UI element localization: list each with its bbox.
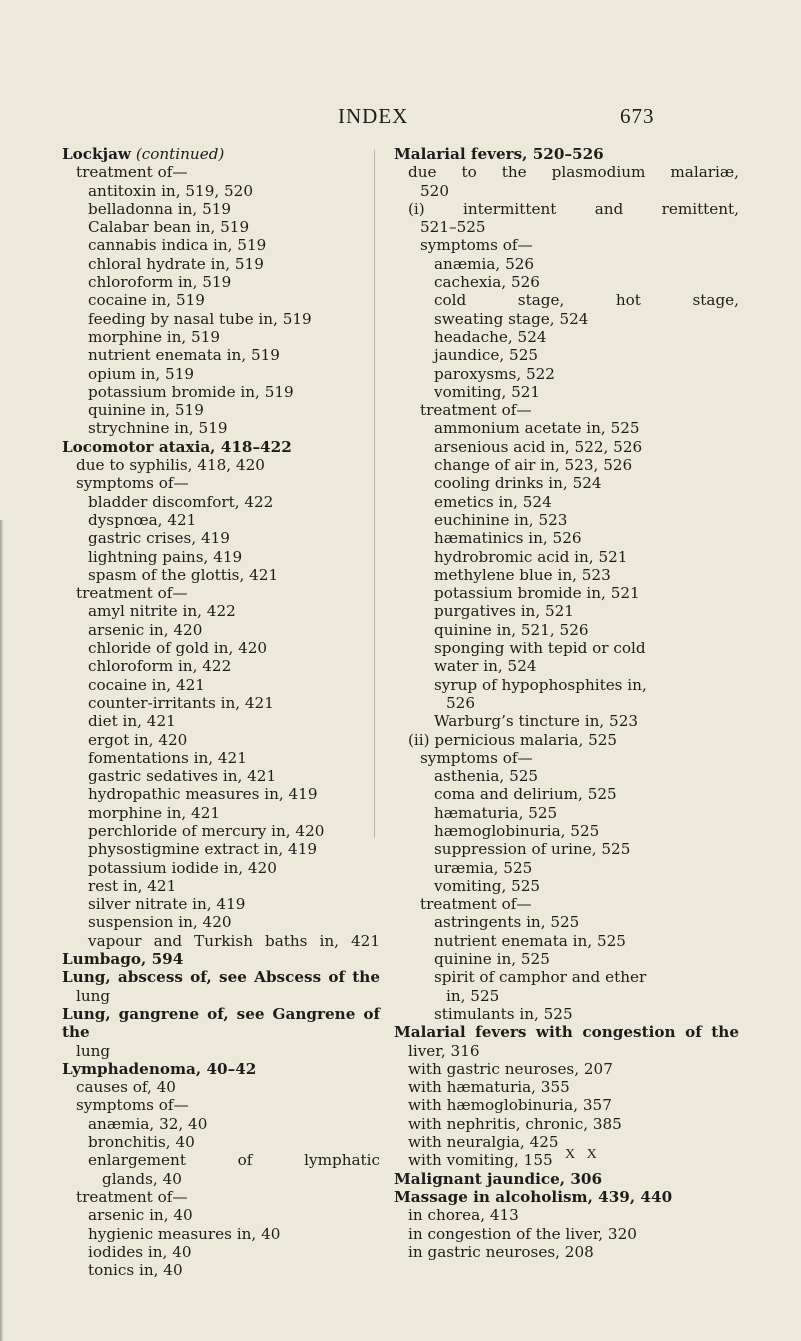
index-subentry: liver, 316: [408, 1041, 480, 1060]
index-subentry: suppression of urine, 525: [434, 840, 631, 859]
index-subentry: quinine in, 525: [434, 950, 550, 969]
index-subentry: due to syphilis, 418, 420: [76, 456, 265, 475]
index-subentry: physostigmine extract in, 419: [88, 840, 318, 859]
index-subentry: potassium bromide in, 519: [88, 382, 294, 401]
index-subentry: fomentations in, 421: [88, 748, 247, 767]
index-subentry: chloroform in, 519: [88, 273, 232, 292]
index-entry-heading: Lymphadenoma, 40–42: [62, 1059, 257, 1078]
index-subentry: with gastric neuroses, 207: [408, 1059, 613, 1078]
index-subentry: cold stage, hot stage,: [434, 291, 739, 310]
index-entry-heading: Malarial fevers with congestion of the: [394, 1023, 739, 1042]
index-subentry: ammonium acetate in, 525: [434, 419, 640, 438]
index-subentry: in congestion of the liver, 320: [408, 1224, 637, 1243]
index-subentry: hygienic measures in, 40: [88, 1224, 281, 1243]
index-subentry: hæmoglobinuria, 525: [434, 821, 600, 840]
index-subentry: anæmia, 526: [434, 254, 535, 273]
index-subentry: silver nitrate in, 419: [88, 895, 246, 914]
index-subentry: vomiting, 521: [434, 382, 541, 401]
index-subentry: astringents in, 525: [434, 913, 580, 932]
index-subentry: with hæmaturia, 355: [408, 1078, 570, 1097]
index-subentry: chloroform in, 422: [88, 657, 232, 676]
index-subentry: nutrient enemata in, 519: [88, 346, 280, 365]
index-subentry: causes of, 40: [76, 1078, 176, 1097]
index-subentry: vapour and Turkish baths in, 421: [88, 931, 380, 950]
index-subentry: vomiting, 525: [434, 876, 541, 895]
index-subentry: symptoms of—: [420, 236, 533, 255]
index-subentry: potassium bromide in, 521: [434, 584, 640, 603]
index-entry-heading: Massage in alcoholism, 439, 440: [394, 1187, 673, 1206]
index-subentry: change of air in, 523, 526: [434, 456, 633, 475]
index-subentry: opium in, 519: [88, 364, 195, 383]
index-subentry: water in, 524: [434, 657, 537, 676]
index-subentry: potassium iodide in, 420: [88, 858, 277, 877]
index-subentry: quinine in, 519: [88, 401, 204, 420]
index-subentry: (i) intermittent and remittent,: [408, 199, 739, 218]
index-subentry: quinine in, 521, 526: [434, 620, 589, 639]
index-subentry: due to the plasmodium malariæ,: [408, 163, 739, 182]
index-subentry: morphine in, 421: [88, 803, 221, 822]
index-subentry: dyspnœa, 421: [88, 510, 197, 529]
index-subentry: bladder discomfort, 422: [88, 492, 274, 511]
index-subentry: arsenic in, 420: [88, 620, 203, 639]
index-subentry: perchloride of mercury in, 420: [88, 821, 325, 840]
index-subentry: purgatives in, 521: [434, 602, 574, 621]
index-entry-heading: Malarial fevers, 520–526: [394, 145, 604, 163]
index-subentry: sponging with tepid or cold: [434, 639, 646, 658]
index-subentry: 526: [446, 693, 475, 712]
index-subentry: cachexia, 526: [434, 273, 540, 292]
index-subentry: gastric crises, 419: [88, 529, 230, 548]
index-subentry: sweating stage, 524: [434, 309, 589, 328]
index-subentry: lung: [76, 986, 111, 1005]
index-entry-heading: Lumbago, 594: [62, 950, 184, 969]
index-subentry: 521–525: [420, 218, 486, 237]
index-subentry: Warburg’s tincture in, 523: [434, 712, 639, 731]
index-subentry: iodides in, 40: [88, 1242, 192, 1261]
index-subentry: jaundice, 525: [434, 346, 539, 365]
signature-mark: X X: [565, 1147, 601, 1162]
index-subentry: ergot in, 420: [88, 730, 188, 749]
index-entry-heading: Lung, abscess of, see Abscess of the: [62, 968, 380, 987]
index-subentry: glands, 40: [102, 1169, 182, 1188]
index-subentry: strychnine in, 519: [88, 419, 228, 438]
index-subentry: spirit of camphor and ether: [434, 968, 647, 987]
index-subentry: cocaine in, 519: [88, 291, 205, 310]
index-subentry: diet in, 421: [88, 712, 176, 731]
index-subentry: spasm of the glottis, 421: [88, 565, 279, 584]
index-entry-heading: Lung, gangrene of, see Gangrene of the: [62, 1004, 380, 1042]
index-subentry: treatment of—: [76, 584, 188, 603]
index-subentry: treatment of—: [76, 1187, 188, 1206]
page-header: [0, 104, 801, 134]
index-subentry: headache, 524: [434, 327, 547, 346]
column-divider: [374, 150, 375, 838]
index-subentry: (ii) pernicious malaria, 525: [408, 730, 618, 749]
index-subentry: cannabis indica in, 519: [88, 236, 267, 255]
index-subentry: asthenia, 525: [434, 767, 539, 786]
index-subentry: feeding by nasal tube in, 519: [88, 309, 312, 328]
index-subentry: chloral hydrate in, 519: [88, 254, 264, 273]
index-subentry: stimulants in, 525: [434, 1004, 573, 1023]
index-subentry: counter-irritants in, 421: [88, 693, 274, 712]
index-subentry: paroxysms, 522: [434, 364, 555, 383]
index-subentry: treatment of—: [420, 401, 532, 420]
index-subentry: 520: [420, 181, 449, 200]
index-subentry: uræmia, 525: [434, 858, 533, 877]
index-subentry: chloride of gold in, 420: [88, 639, 268, 658]
index-subentry: arsenic in, 40: [88, 1206, 193, 1225]
index-entry-heading: Locomotor ataxia, 418–422: [62, 437, 292, 456]
index-subentry: tonics in, 40: [88, 1261, 183, 1280]
running-head-title: INDEX: [338, 104, 409, 128]
index-subentry: cocaine in, 421: [88, 675, 205, 694]
index-subentry: bronchitis, 40: [88, 1133, 195, 1152]
index-subentry: amyl nitrite in, 422: [88, 602, 236, 621]
index-subentry: nutrient enemata in, 525: [434, 931, 626, 950]
index-subentry: treatment of—: [76, 163, 188, 182]
index-subentry: with hæmoglobinuria, 357: [408, 1096, 612, 1115]
index-subentry: emetics in, 524: [434, 492, 552, 511]
index-column-right: [394, 145, 739, 1261]
page-number: 673: [620, 104, 655, 128]
index-subentry: in chorea, 413: [408, 1206, 519, 1225]
index-subentry: rest in, 421: [88, 876, 177, 895]
index-subentry: arsenious acid in, 522, 526: [434, 437, 643, 456]
index-subentry: suspension in, 420: [88, 913, 232, 932]
index-subentry: Calabar bean in, 519: [88, 218, 250, 237]
index-subentry: morphine in, 519: [88, 327, 221, 346]
index-subentry: methylene blue in, 523: [434, 565, 611, 584]
index-subentry: hydropathic measures in, 419: [88, 785, 318, 804]
index-subentry: enlargement of lymphatic: [88, 1151, 380, 1170]
index-subentry: with neuralgia, 425: [408, 1133, 559, 1152]
index-subentry: cooling drinks in, 524: [434, 474, 602, 493]
index-subentry: symptoms of—: [420, 748, 533, 767]
index-subentry: gastric sedatives in, 421: [88, 767, 277, 786]
index-entry-heading: Lockjaw (continued): [62, 145, 225, 163]
index-subentry: symptoms of—: [76, 474, 189, 493]
index-subentry: symptoms of—: [76, 1096, 189, 1115]
index-subentry: treatment of—: [420, 895, 532, 914]
index-subentry: in gastric neuroses, 208: [408, 1242, 594, 1261]
index-subentry: in, 525: [446, 986, 500, 1005]
index-subentry: belladonna in, 519: [88, 199, 232, 218]
index-subentry: coma and delirium, 525: [434, 785, 617, 804]
index-subentry: hæmatinics in, 526: [434, 529, 582, 548]
index-subentry: lung: [76, 1041, 111, 1060]
index-subentry: antitoxin in, 519, 520: [88, 181, 254, 200]
index-subentry: hydrobromic acid in, 521: [434, 547, 628, 566]
index-subentry: syrup of hypophosphites in,: [434, 675, 647, 694]
index-subentry: lightning pains, 419: [88, 547, 243, 566]
index-subentry: euchinine in, 523: [434, 510, 568, 529]
index-subentry: anæmia, 32, 40: [88, 1114, 208, 1133]
index-subentry: with vomiting, 155: [408, 1151, 553, 1170]
index-subentry: with nephritis, chronic, 385: [408, 1114, 622, 1133]
index-column-left: [62, 145, 380, 1279]
index-subentry: hæmaturia, 525: [434, 803, 558, 822]
page-edge-shadow: [0, 520, 3, 1341]
index-entry-heading: Malignant jaundice, 306: [394, 1169, 603, 1188]
